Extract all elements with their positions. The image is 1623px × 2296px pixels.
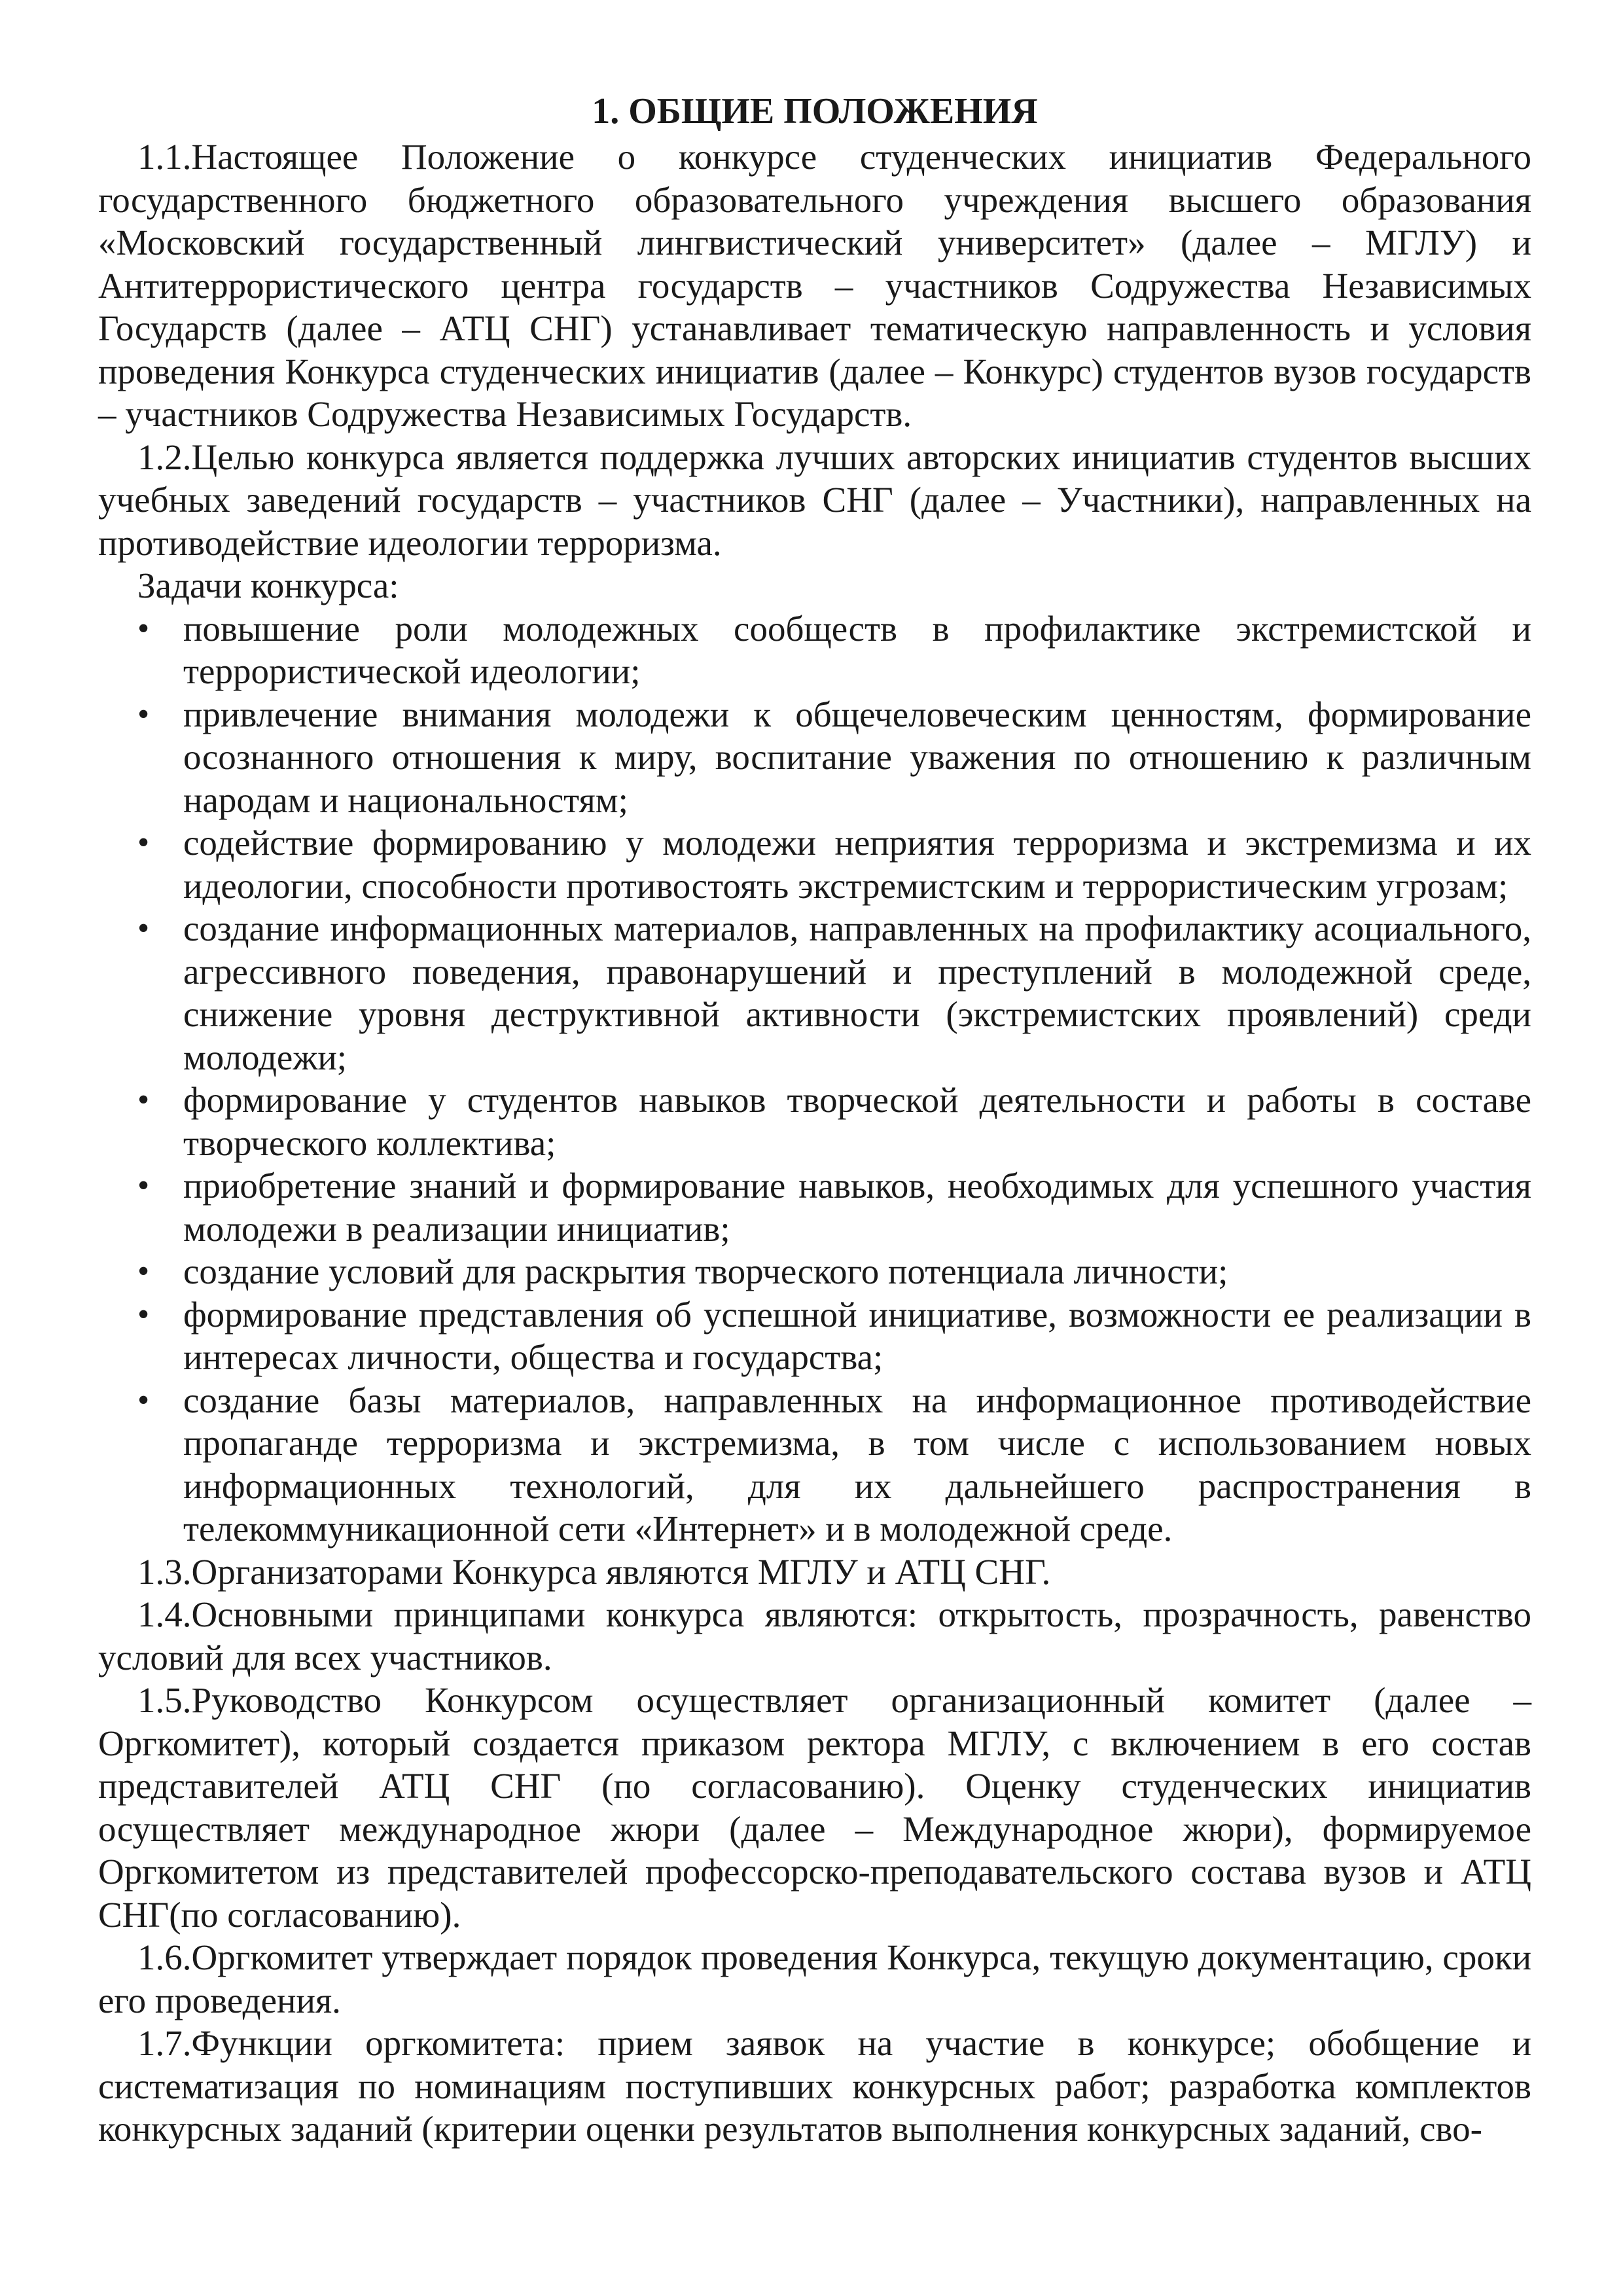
task-item	[98, 1379, 1531, 1551]
tasks-title: Задачи конкурса:	[137, 565, 399, 605]
task-item	[98, 1164, 1531, 1250]
bullet-icon: •	[137, 1081, 150, 1119]
paragraph-1-1: 1.1.Настоящее Положение о конкурсе студенческих инициатив Федерального государственного бюджетного образовательного учреждения высшего образования «Московский государственный лингвистический университет» (далее – МГЛУ) и Антитеррористического центра государств – участников Содружества Независимых Государств (далее – АТЦ СНГ) устанавливает тематическую направленность и условия проведения Конкурса студенческих инициатив (далее – Конкурс) студентов вузов государств – участников Содружества Независимых Государств.	[98, 137, 1531, 434]
task-item	[98, 693, 1531, 822]
bullet-icon: •	[137, 1253, 150, 1290]
bullet-icon: •	[137, 1381, 150, 1419]
bullet-icon: •	[137, 609, 150, 647]
paragraph-1-7: 1.7.Функции оргкомитета: прием заявок на участие в конкурсе; обобщение и систематизация по номинациям поступивших конкурсных работ; разработка комплектов конкурсных заданий (критерии оценки результатов выполнения конкурсных заданий, сво-	[98, 2023, 1531, 2149]
task-text: формирование у студентов навыков творческой деятельности и работы в составе творческого коллектива;	[183, 1080, 1531, 1163]
task-text: создание базы материалов, направленных на информационное противодействие пропаганде терроризма и экстремизма, в том числе с использованием новых информационных технологий, для их дальнейшего распространения в телекоммуникационной сети «Интернет» и в молодежной среде.	[183, 1380, 1531, 1549]
paragraph-1-3: 1.3.Организаторами Конкурса являются МГЛУ и АТЦ СНГ.	[137, 1551, 1051, 1592]
task-item	[98, 607, 1531, 693]
task-text: создание условий для раскрытия творческого потенциала личности;	[183, 1251, 1228, 1291]
bullet-icon: •	[137, 695, 150, 733]
task-item	[98, 1293, 1531, 1379]
bullet-icon: •	[137, 910, 150, 947]
paragraph-1-5: 1.5.Руководство Конкурсом осуществляет организационный комитет (далее – Оргкомитет), который создается приказом ректора МГЛУ, с включением в его состав представителей АТЦ СНГ (по согласованию). Оценку студенческих инициатив осуществляет международное жюри (далее – Международное жюри), формируемое Оргкомитетом из представителей профессорско-преподавательского состава вузов и АТЦ СНГ(по согласованию).	[98, 1680, 1531, 1935]
task-item	[98, 1079, 1531, 1164]
task-text: содействие формированию у молодежи неприятия терроризма и экстремизма и их идеологии, способности противостоять экстремистским и террористическим угрозам;	[183, 823, 1531, 906]
bullet-icon: •	[137, 1295, 150, 1333]
task-text: приобретение знаний и формирование навыков, необходимых для успешного участия молодежи в реализации инициатив;	[183, 1166, 1531, 1249]
bullet-icon: •	[137, 824, 150, 861]
paragraph-1-2: 1.2.Целью конкурса является поддержка лучших авторских инициатив студентов высших учебных заведений государств – участников СНГ (далее – Участники), направленных на противодействие идеологии терроризма.	[98, 437, 1531, 563]
bullet-icon: •	[137, 1167, 150, 1204]
tasks-list	[98, 607, 1531, 1551]
section-heading: 1. ОБЩИЕ ПОЛОЖЕНИЯ	[592, 91, 1038, 132]
task-item	[98, 1250, 1531, 1293]
paragraph-1-6: 1.6.Оргкомитет утверждает порядок проведения Конкурса, текущую документацию, сроки его проведения.	[98, 1937, 1531, 2020]
task-text: повышение роли молодежных сообществ в профилактике экстремистской и террористической идеологии;	[183, 608, 1531, 691]
task-text: формирование представления об успешной инициативе, возможности ее реализации в интересах личности, общества и государства;	[183, 1294, 1531, 1377]
task-text: привлечение внимания молодежи к общечеловеческим ценностям, формирование осознанного отношения к миру, воспитание уважения по отношению к различным народам и национальностям;	[183, 694, 1531, 820]
task-item	[98, 907, 1531, 1079]
paragraph-1-4: 1.4.Основными принципами конкурса являются: открытость, прозрачность, равенство условий для всех участников.	[98, 1594, 1531, 1677]
task-item	[98, 821, 1531, 907]
task-text: создание информационных материалов, направленных на профилактику асоциального, агрессивного поведения, правонарушений и преступлений в молодежной среде, снижение уровня деструктивной активности (экстремистских проявлений) среди молодежи;	[183, 908, 1531, 1077]
